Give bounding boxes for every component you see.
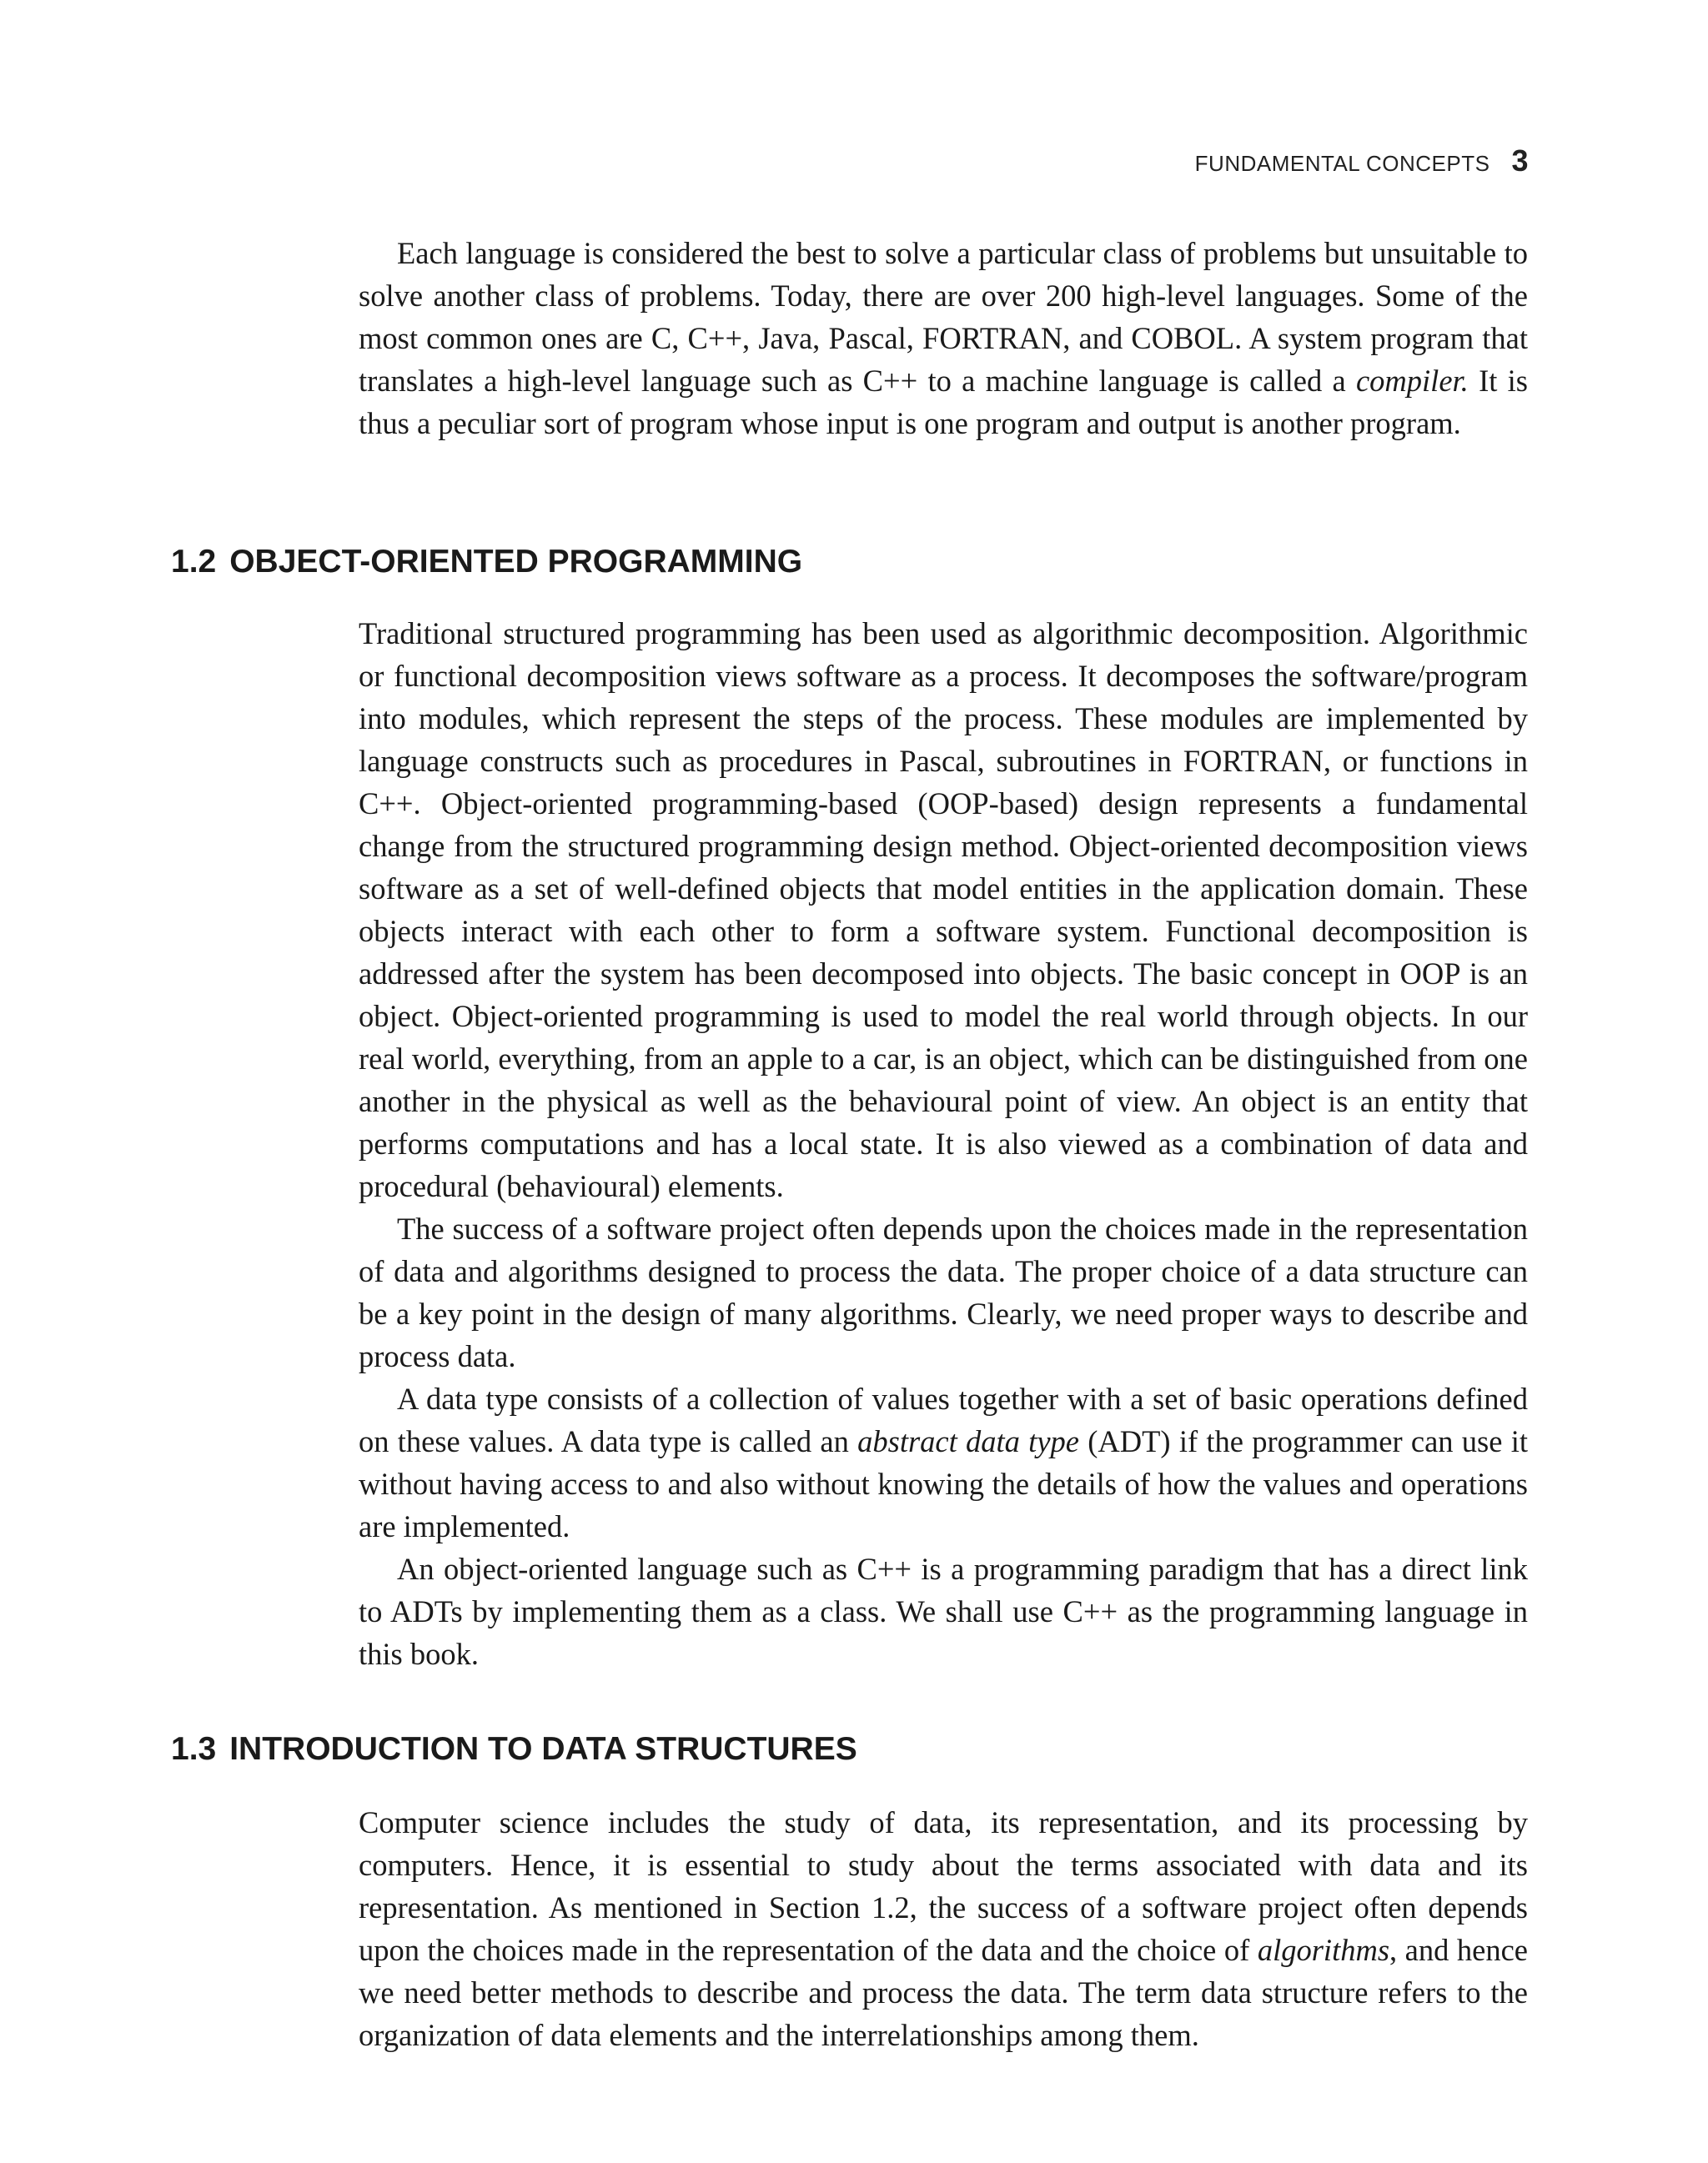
section-title: OBJECT-ORIENTED PROGRAMMING	[229, 544, 803, 580]
section-1-3-text	[359, 1801, 1528, 2056]
section-1-2-paragraph-4: An object-oriented language such as C++ is a programming paradigm that has a direct link to ADTs by implementing them as a class. We shall use C++ as the programming language in this book.	[359, 1552, 1528, 1671]
section-1-2-paragraph-1: Traditional structured programming has been used as algorithmic decomposition. Algorithmic or functional decomposition views software as a process. It decomposes the software/program into modules, which represent the steps of the process. These modules are implemented by language constructs such as procedures in Pascal, subroutines in FORTRAN, or functions in C++. Object-oriented programming-based (OOP-based) design represents a fundamental change from the structured programming design method. Object-oriented decomposition views software as a set of well-defined objects that model entities in the application domain. These objects interact with each other to form a software system. Functional decomposition is addressed after the system has been decomposed into objects. The basic concept in OOP is an object. Object-oriented programming is used to model the real world through objects. In our real world, everything, from an apple to a car, is an object, which can be distinguished from one another in the physical as well as the behavioural point of view. An object is an entity that performs computations and has a local state. It is also viewed as a combination of data and procedural (behavioural) elements.	[359, 616, 1528, 1203]
section-1-2-paragraph-2: The success of a software project often depends upon the choices made in the representation of data and algorithms designed to process the data. The proper choice of a data structure can be a key point in the design of many algorithms. Clearly, we need proper ways to describe and process data.	[359, 1212, 1528, 1373]
s12-p3-a: A data type consists of a collection of values together with a set of basic operations defined on these values. A data type is called an	[359, 1382, 1528, 1458]
section-number: 1.3	[171, 1731, 217, 1767]
s13-p1-a: Computer science includes the study of data, its representation, and its processing by computers. Hence, it is essential to study about the terms associated with data and its representation. As mentioned in Section 1.2, the success of a software project often depends upon the choices made in the representation of the data and the choice of	[359, 1805, 1528, 1967]
intro-p1-b: It is thus a peculiar sort of program whose input is one program and output is another program.	[359, 364, 1528, 440]
intro-paragraph	[359, 232, 1528, 444]
s13-p1-b: , and hence we need better methods to describe and process the data. The term data structure refers to the organization of data elements and the interrelationships among them.	[359, 1933, 1528, 2052]
intro-text	[359, 232, 1528, 444]
term-compiler: compiler.	[1355, 364, 1469, 398]
section-1-2-text	[359, 612, 1528, 1675]
section-number: 1.2	[171, 544, 217, 580]
section-1-3-paragraph-1	[359, 1801, 1528, 2056]
section-heading-1-2	[171, 544, 802, 580]
section-heading-1-3	[171, 1731, 857, 1768]
section-title: INTRODUCTION TO DATA STRUCTURES	[229, 1731, 857, 1767]
term-abstract-data-type: abstract data type	[857, 1424, 1079, 1458]
section-1-2-paragraph-3	[359, 1378, 1528, 1548]
page-number: 3	[1511, 143, 1529, 178]
running-head-title: FUNDAMENTAL CONCEPTS	[1194, 151, 1490, 176]
intro-p1-a: Each language is considered the best to solve a particular class of problems but unsuitable to solve another class of problems. Today, there are over 200 high-level languages. Some of the most common ones are C, C++, Java, Pascal, FORTRAN, and COBOL. A system program that translates a high-level language such as C++ to a machine language is called a	[359, 236, 1528, 398]
term-algorithms: algorithms	[1257, 1933, 1390, 1967]
s12-p3-b: (ADT) if the programmer can use it without having access to and also without knowing the details of how the values and operations are implemented.	[359, 1424, 1529, 1543]
running-head	[1195, 143, 1529, 178]
